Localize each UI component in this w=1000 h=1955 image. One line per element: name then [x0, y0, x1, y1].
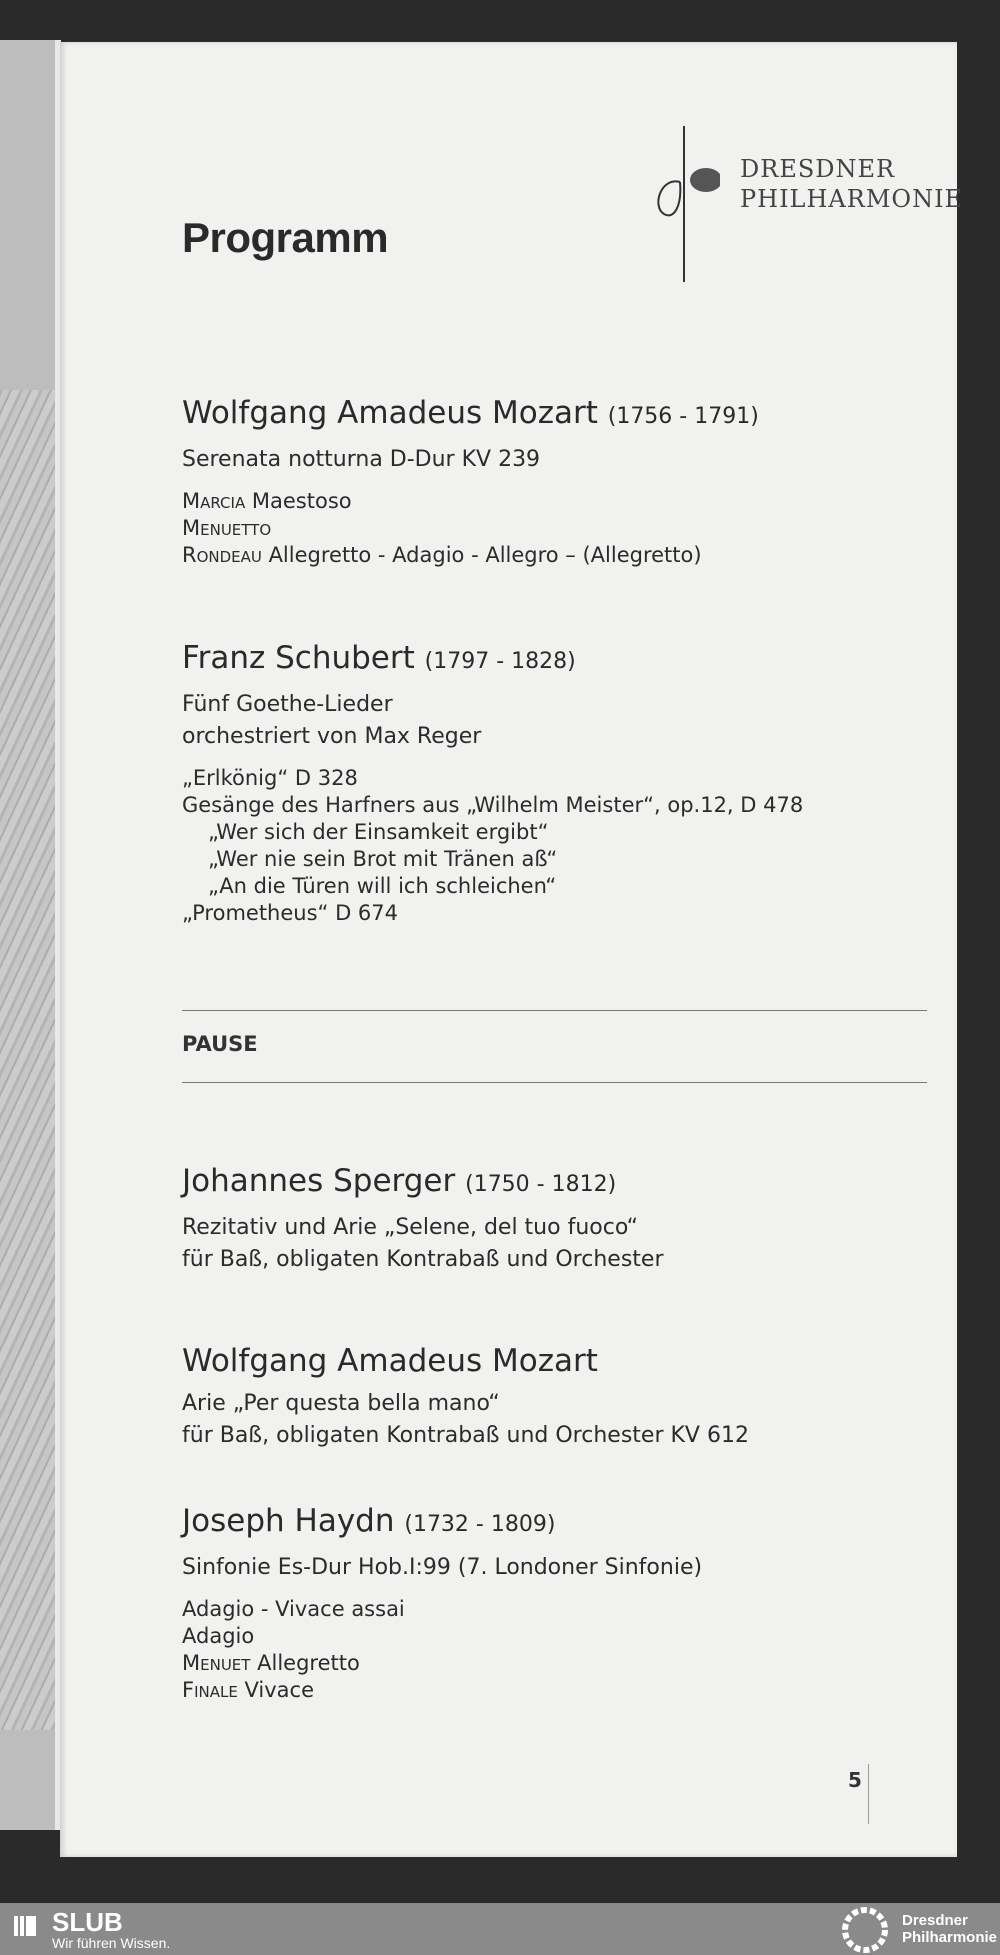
facing-page [0, 40, 58, 1830]
composer-name: Joseph Haydn (1732 - 1809) [182, 1503, 556, 1539]
movement: Menuet Allegretto [182, 1651, 360, 1675]
work-subtitle: für Baß, obligaten Kontrabaß und Orchester KV 612 [182, 1423, 749, 1448]
composer-name: Johannes Sperger (1750 - 1812) [182, 1163, 617, 1199]
slub-name[interactable]: SLUB [52, 1907, 123, 1937]
song-item: „Erlkönig“ D 328 [182, 766, 358, 790]
work-subtitle: für Baß, obligaten Kontrabaß und Orchester [182, 1247, 664, 1272]
composer-years: (1797 - 1828) [424, 649, 576, 674]
dp-logo-icon [650, 122, 720, 292]
facing-page-illustration [0, 390, 55, 1730]
song-item: „Wer nie sein Brot mit Tränen aß“ [208, 847, 558, 871]
composer-name: Wolfgang Amadeus Mozart [182, 1343, 598, 1379]
pause-label: PAUSE [182, 1032, 258, 1056]
movement: Finale Vivace [182, 1678, 315, 1702]
work-title: Serenata notturna D-Dur KV 239 [182, 447, 541, 472]
composer-name: Franz Schubert (1797 - 1828) [182, 640, 576, 676]
movement: Rondeau Allegretto - Adagio - Allegro – (Allegretto) [182, 543, 702, 567]
slub-logo-icon[interactable] [12, 1913, 38, 1939]
program-item-haydn-sinfonie [182, 1502, 942, 1704]
program-page [60, 42, 964, 1857]
song-item: „Wer sich der Einsamkeit ergibt“ [208, 820, 549, 844]
program-item-mozart-aria [182, 1342, 942, 1452]
composer-years: (1750 - 1812) [465, 1172, 617, 1197]
work-title: Sinfonie Es-Dur Hob.I:99 (7. Londoner Sinfonie) [182, 1555, 703, 1580]
slub-tagline: Wir führen Wissen. [52, 1935, 171, 1951]
work-title: Arie „Per questa bella mano“ [182, 1391, 500, 1416]
logo-line-1: DRESDNER [740, 155, 896, 183]
composer-years: (1732 - 1809) [404, 1512, 556, 1537]
dresdner-philharmonie-logo [650, 122, 964, 292]
divider-bottom [182, 1082, 927, 1083]
movement: Adagio [182, 1624, 255, 1648]
work-subtitle: orchestriert von Max Reger [182, 724, 482, 749]
work-title: Fünf Goethe-Lieder [182, 692, 393, 717]
partner-name: Dresdner Philharmonie [902, 1912, 998, 1946]
viewer-footer [0, 1903, 1000, 1955]
page-number-rule [868, 1764, 869, 1824]
composer-name: Wolfgang Amadeus Mozart (1756 - 1791) [182, 395, 759, 431]
song-item: „An die Türen will ich schleichen“ [208, 874, 557, 898]
divider-top [182, 1010, 927, 1011]
logo-wordmark [740, 154, 963, 214]
partner-logo-icon [842, 1907, 888, 1953]
movement: Adagio - Vivace assai [182, 1597, 405, 1621]
song-item: Gesänge des Harfners aus „Wilhelm Meister“, op.12, D 478 [182, 793, 804, 817]
program-item-sperger [182, 1162, 942, 1276]
program-item-schubert-lieder [182, 639, 942, 927]
logo-line-2: PHILHARMONIE [740, 185, 964, 213]
song-item: „Prometheus“ D 674 [182, 901, 399, 925]
page-title: Programm [182, 214, 389, 261]
movement: Menuetto [182, 516, 272, 540]
work-title: Rezitativ und Arie „Selene, del tuo fuoco“ [182, 1215, 639, 1240]
movement: Marcia Maestoso [182, 489, 352, 513]
program-item-mozart-serenata [182, 394, 942, 569]
composer-years: (1756 - 1791) [607, 404, 759, 429]
page-number: 5 [848, 1768, 862, 1792]
